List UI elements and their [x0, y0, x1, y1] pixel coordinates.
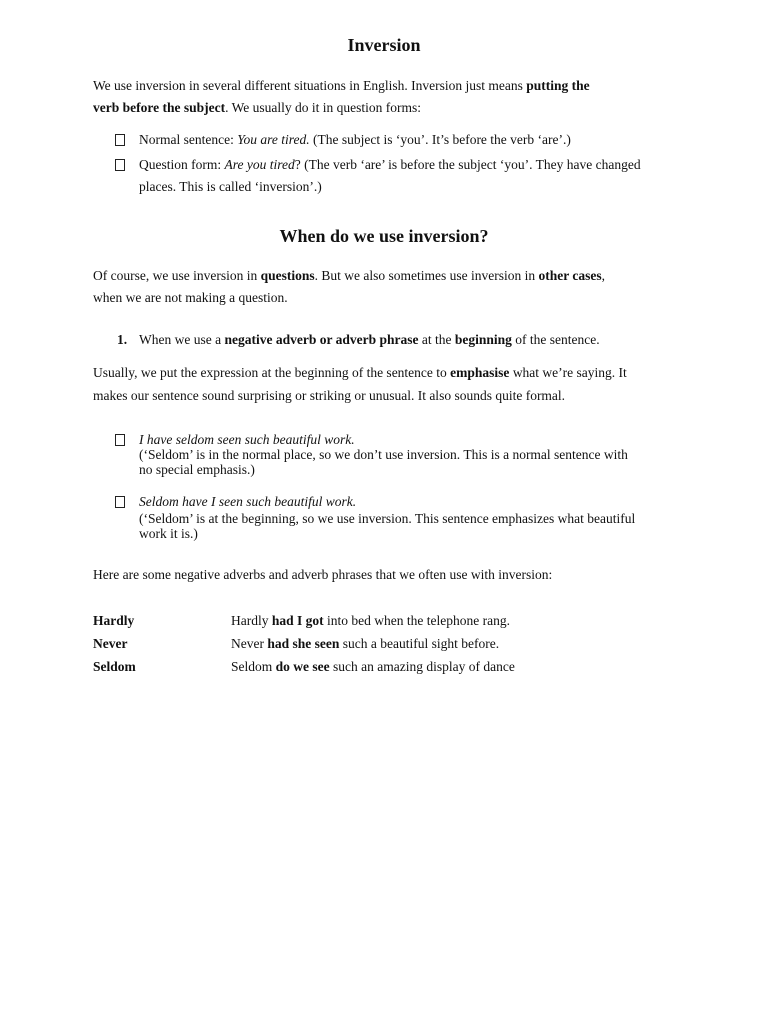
bullet-icon — [115, 134, 125, 146]
example-pre: Seldom — [231, 659, 276, 674]
page-title: Inversion — [347, 35, 421, 55]
table-term: Never — [93, 636, 128, 651]
example-explanation-line: no special emphasis.) — [139, 462, 255, 477]
bullet-icon — [115, 496, 125, 508]
example-italic — [139, 432, 355, 447]
numbered-bold: beginning — [454, 332, 512, 347]
bullet-suffix: ? (The verb ‘are’ is before the subject ‘you’. They have changed — [294, 157, 641, 172]
table-example — [231, 659, 515, 675]
numbered-item — [139, 328, 600, 351]
numbered-marker — [117, 328, 127, 351]
bullet-normal-sentence — [139, 128, 571, 151]
table-term: Hardly — [93, 613, 135, 628]
example-pre: Hardly — [231, 613, 272, 628]
example-sentence: I have seldom seen such beautiful work. — [139, 432, 355, 447]
section-heading: When do we use inversion? — [279, 226, 489, 246]
bullet-icon — [115, 434, 125, 446]
numbered-bold: negative adverb or adverb phrase — [224, 332, 419, 347]
numbered-text: When we use a — [139, 332, 225, 347]
example-post: such a beautiful sight before. — [339, 636, 500, 651]
example-explanation-line: (‘Seldom’ is in the normal place, so we don’t use inversion. This is a normal sentence with — [139, 447, 628, 462]
intro-line-2 — [93, 96, 421, 119]
intro-bold-2: verb before the subject — [93, 100, 226, 115]
example-bold: had she seen — [267, 636, 340, 651]
bullet-icon — [115, 159, 125, 171]
example-italic — [139, 494, 356, 509]
table-example — [231, 613, 510, 629]
para3-line-1 — [93, 361, 627, 384]
bullet-italic: You are tired. — [237, 132, 310, 147]
example-pre: Never — [231, 636, 268, 651]
example-post: into bed when the telephone rang. — [323, 613, 510, 628]
para3-bold: emphasise — [450, 365, 510, 380]
para3-line-2: makes our sentence sound surprising or striking or unusual. It also sounds quite formal. — [93, 388, 566, 403]
intro-text: We use inversion in several different situations in English. Inversion just means — [93, 78, 527, 93]
number-label: 1. — [117, 332, 128, 347]
intro-line-1 — [93, 74, 590, 97]
para2-text: Of course, we use inversion in — [93, 268, 261, 283]
bullet-prefix: Normal sentence: — [139, 132, 238, 147]
para2-line-1 — [93, 264, 605, 287]
bullet-prefix: Question form: — [139, 157, 225, 172]
example-bold: had I got — [271, 613, 324, 628]
numbered-text: of the sentence. — [511, 332, 600, 347]
bullet-italic: Are you tired — [224, 157, 295, 172]
numbered-text: at the — [418, 332, 455, 347]
bullet-suffix: (The subject is ‘you’. It’s before the verb ‘are’.) — [309, 132, 571, 147]
para3-text: what we’re saying. It — [509, 365, 627, 380]
bullet-question-form — [139, 153, 641, 176]
bullet-question-form-line2: places. This is called ‘inversion’.) — [139, 179, 322, 194]
example-explanation-line: work it is.) — [139, 526, 198, 541]
example-explanation-line: (‘Seldom’ is at the beginning, so we use inversion. This sentence emphasizes what beautiful — [139, 511, 636, 526]
table-term: Seldom — [93, 659, 136, 674]
intro-bold: putting the — [526, 78, 590, 93]
para2-bold: other cases — [538, 268, 602, 283]
example-post: such an amazing display of dance — [329, 659, 515, 674]
intro-text-2: . We usually do it in question forms: — [225, 100, 421, 115]
para4: Here are some negative adverbs and adverb phrases that we often use with inversion: — [93, 567, 553, 582]
para2-line-2: when we are not making a question. — [93, 290, 288, 305]
example-sentence: Seldom have I seen such beautiful work. — [139, 494, 357, 509]
para2-text: . But we also sometimes use inversion in — [314, 268, 539, 283]
table-example — [231, 636, 499, 652]
para2-text: , — [601, 268, 605, 283]
example-bold: do we see — [275, 659, 330, 674]
para3-text: Usually, we put the expression at the beginning of the sentence to — [93, 365, 451, 380]
para2-bold: questions — [260, 268, 315, 283]
